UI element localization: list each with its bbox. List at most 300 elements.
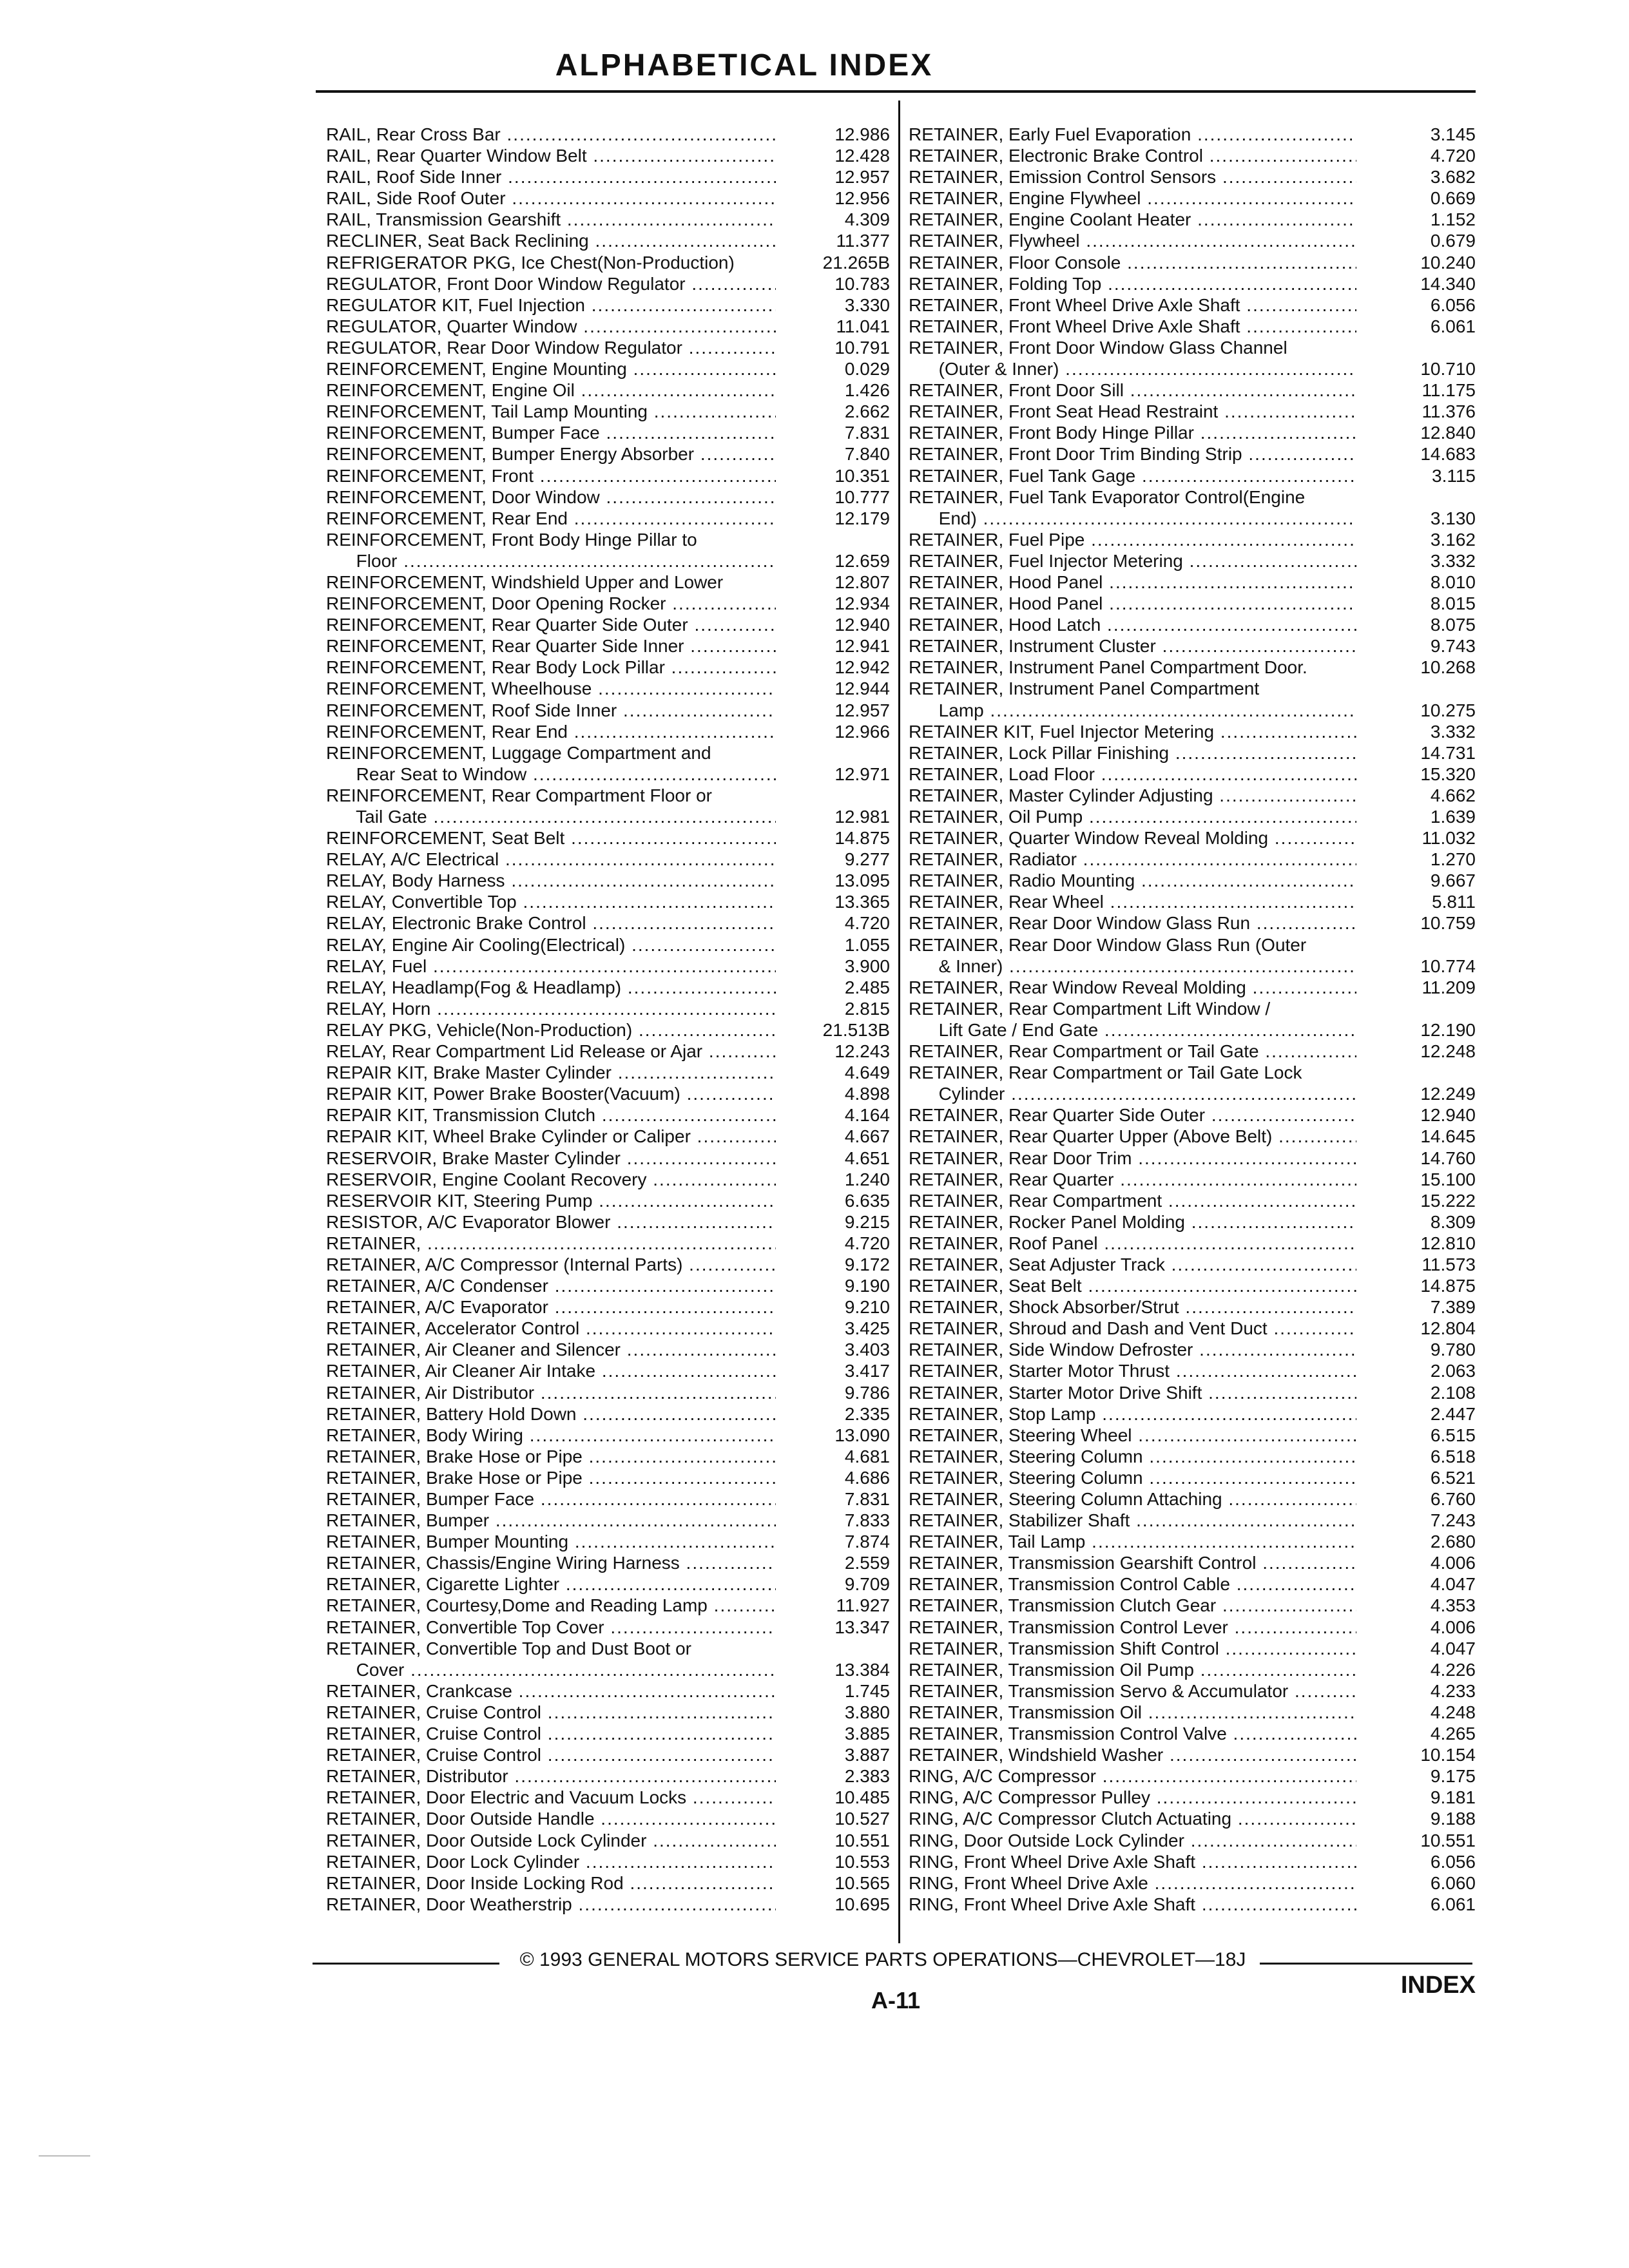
entry-ref-number: 9.709 (844, 1574, 890, 1595)
index-entry (326, 145, 890, 166)
entry-text-wrap (909, 806, 1356, 827)
index-entry (909, 1019, 1476, 1041)
entry-text: RETAINER, Starter Motor Thrust ..... (909, 1361, 1356, 1381)
entry-text-wrap (909, 486, 1356, 508)
entry-ref-number: 9.190 (844, 1276, 890, 1296)
index-entry (909, 1744, 1476, 1765)
entry-ref-number: 4.226 (1430, 1659, 1476, 1680)
entry-text: RETAINER, Hood Latch ..... (909, 615, 1356, 635)
entry-ref-number: 3.682 (1430, 167, 1476, 187)
entry-ref-number: 15.100 (1420, 1169, 1476, 1189)
index-entry (326, 593, 890, 614)
index-entry (909, 764, 1476, 785)
index-entry (326, 764, 890, 785)
entry-text-wrap (909, 294, 1356, 316)
index-entry (909, 145, 1476, 166)
entry-text-wrap (909, 1894, 1356, 1915)
entry-text-wrap (909, 678, 1356, 699)
entry-ref-number: 2.662 (844, 401, 890, 422)
entry-ref-number: 14.645 (1420, 1126, 1476, 1147)
entry-text: RING, Front Wheel Drive Axle Shaft ..... (909, 1852, 1356, 1872)
entry-text-wrap (909, 1233, 1356, 1254)
entry-text: REINFORCEMENT, Wheelhouse ..... (326, 678, 776, 698)
index-entry (326, 1339, 890, 1360)
index-entry (326, 1488, 890, 1510)
entry-text-wrap (326, 1787, 776, 1808)
entry-text-wrap (909, 550, 1356, 572)
entry-text: RETAINER, Bumper Face ..... (326, 1489, 776, 1509)
entry-text: REFRIGERATOR PKG, Ice Chest(Non-Production) (326, 252, 735, 273)
index-entry (326, 1872, 890, 1894)
entry-ref-number: 10.485 (834, 1787, 890, 1808)
entry-text: RETAINER, Steering Column ..... (909, 1446, 1356, 1466)
entry-text-wrap (326, 401, 776, 422)
entry-text: Lamp ..... (909, 700, 1356, 720)
entry-text-wrap (326, 977, 776, 998)
index-entry (326, 912, 890, 934)
entry-text: RETAINER, Electronic Brake Control ..... (909, 146, 1356, 166)
entry-text-wrap (326, 1744, 776, 1765)
entry-text-wrap (909, 1190, 1356, 1211)
entry-text: RETAINER, Transmission Gearshift Control ..... (909, 1553, 1356, 1573)
entry-text: RETAINER, Door Weatherstrip ..... (326, 1894, 776, 1914)
entry-text: RETAINER, Rear Compartment or Tail Gate ..... (909, 1041, 1356, 1061)
entry-text: RETAINER KIT, Fuel Injector Metering ..... (909, 722, 1356, 742)
entry-text: RELAY, Engine Air Cooling(Electrical) ..... (326, 935, 776, 955)
entry-text-wrap (909, 1382, 1356, 1403)
index-entry (909, 977, 1476, 998)
entry-text-wrap (326, 1126, 776, 1147)
entry-text: REINFORCEMENT, Rear Body Lock Pillar ..... (326, 657, 776, 677)
index-entry (326, 273, 890, 294)
index-entry (326, 1744, 890, 1765)
entry-text: REINFORCEMENT, Rear Quarter Side Outer ..... (326, 615, 776, 635)
entry-text: RAIL, Side Roof Outer ..... (326, 188, 776, 208)
entry-ref-number: 12.810 (1420, 1233, 1476, 1253)
index-entry (909, 209, 1476, 230)
index-entry (909, 1894, 1476, 1915)
entry-text-wrap (909, 1296, 1356, 1318)
index-entry (909, 1723, 1476, 1744)
index-entry (326, 1510, 890, 1531)
entry-text: RETAINER, Fuel Tank Evaporator Control(Engine (909, 486, 1306, 507)
entry-text: RETAINER, Convertible Top Cover ..... (326, 1617, 776, 1637)
entry-text-wrap (909, 337, 1356, 358)
index-entry (326, 721, 890, 742)
entry-text-wrap (909, 1104, 1356, 1126)
entry-text-wrap (326, 891, 776, 912)
index-entry (909, 1872, 1476, 1894)
entry-text: REINFORCEMENT, Rear End ..... (326, 722, 776, 742)
entry-text-wrap (326, 1446, 776, 1467)
entry-ref-number: 12.804 (1420, 1318, 1476, 1339)
index-entry (909, 1211, 1476, 1233)
entry-text-wrap (326, 443, 776, 465)
entry-ref-number: 4.662 (1430, 785, 1476, 805)
entry-ref-number: 9.210 (844, 1297, 890, 1318)
entry-text: RETAINER, Seat Adjuster Track ..... (909, 1254, 1356, 1274)
entry-text-wrap (326, 1083, 776, 1104)
index-entry (909, 1425, 1476, 1446)
index-entry (326, 742, 890, 764)
entry-text: RETAINER, Instrument Cluster ..... (909, 636, 1356, 656)
entry-text-wrap (909, 1211, 1356, 1233)
index-entry (909, 294, 1476, 316)
entry-text-wrap (326, 1062, 776, 1083)
entry-text-wrap (326, 700, 776, 721)
entry-text: RETAINER, Quarter Window Reveal Molding ..... (909, 828, 1356, 848)
entry-ref-number: 1.745 (844, 1680, 890, 1701)
entry-text-wrap (909, 1851, 1356, 1872)
entry-ref-number: 14.875 (834, 828, 890, 849)
entry-text-wrap (326, 1339, 776, 1360)
entry-ref-number: 3.332 (1430, 550, 1476, 571)
entry-text-wrap (326, 998, 776, 1019)
entry-text-wrap (326, 1169, 776, 1190)
index-entry (326, 529, 890, 550)
index-entry (326, 294, 890, 316)
entry-text: RETAINER, Rear Window Reveal Molding ..... (909, 977, 1356, 997)
entry-text: RETAINER, Air Distributor ..... (326, 1383, 776, 1403)
entry-ref-number: 12.248 (1420, 1041, 1476, 1062)
entry-text: REINFORCEMENT, Engine Oil ..... (326, 380, 776, 400)
entry-text: Rear Seat to Window ..... (326, 764, 776, 784)
entry-text-wrap (909, 1403, 1356, 1425)
index-entry (326, 486, 890, 508)
index-entry (909, 721, 1476, 742)
entry-text-wrap (909, 422, 1356, 443)
entry-text: REPAIR KIT, Brake Master Cylinder ..... (326, 1062, 776, 1082)
entry-ref-number: 14.683 (1420, 444, 1476, 465)
entry-ref-number: 3.332 (1430, 721, 1476, 742)
entry-text-wrap (326, 1041, 776, 1062)
index-entry (909, 1148, 1476, 1169)
entry-ref-number: 3.130 (1430, 508, 1476, 528)
entry-text: RETAINER, Starter Motor Drive Shift ..... (909, 1383, 1356, 1403)
entry-text-wrap (326, 1573, 776, 1595)
entry-ref-number: 3.425 (844, 1318, 890, 1339)
index-entry (326, 1851, 890, 1872)
entry-text-wrap (326, 230, 776, 251)
entry-ref-number: 3.403 (844, 1340, 890, 1360)
entry-text: RETAINER, Door Outside Handle ..... (326, 1809, 776, 1829)
index-entry (326, 614, 890, 635)
index-entry (326, 657, 890, 678)
entry-text-wrap (326, 1019, 776, 1041)
index-entry (326, 934, 890, 956)
entry-text-wrap (909, 742, 1356, 764)
entry-text-wrap (326, 1211, 776, 1233)
entry-text-wrap (909, 1169, 1356, 1190)
entry-ref-number: 12.840 (1420, 423, 1476, 443)
entry-text: RETAINER, Tail Lamp ..... (909, 1532, 1356, 1552)
entry-text-wrap (326, 1104, 776, 1126)
entry-text-wrap (326, 1403, 776, 1425)
entry-text-wrap (909, 124, 1356, 145)
entry-ref-number: 9.780 (1430, 1340, 1476, 1360)
entry-text-wrap (326, 657, 776, 678)
entry-text: RESERVOIR, Brake Master Cylinder ..... (326, 1148, 776, 1168)
entry-text-wrap (909, 1467, 1356, 1488)
entry-text-wrap (909, 635, 1356, 657)
entry-ref-number: 0.669 (1430, 188, 1476, 209)
index-entry (909, 1531, 1476, 1552)
entry-text-wrap (326, 912, 776, 934)
index-entry (326, 1659, 890, 1680)
index-entry (909, 337, 1476, 358)
index-entry (326, 891, 890, 912)
entry-text-wrap (909, 401, 1356, 422)
index-entry (909, 614, 1476, 635)
entry-text-wrap (909, 1062, 1356, 1083)
entry-ref-number: 8.010 (1430, 572, 1476, 592)
index-entry (326, 252, 890, 273)
entry-text: RETAINER, Transmission Clutch Gear ..... (909, 1595, 1356, 1615)
entry-text: RETAINER, Chassis/Engine Wiring Harness ..... (326, 1553, 776, 1573)
index-entry (326, 635, 890, 657)
entry-text: RECLINER, Seat Back Reclining ..... (326, 231, 776, 251)
entry-ref-number: 4.353 (1430, 1595, 1476, 1616)
entry-ref-number: 4.047 (1430, 1638, 1476, 1658)
entry-text: RETAINER, Load Floor ..... (909, 764, 1356, 784)
entry-text: RETAINER, Distributor ..... (326, 1766, 776, 1786)
entry-text: RELAY, A/C Electrical ..... (326, 849, 776, 869)
entry-ref-number: 4.649 (844, 1062, 890, 1083)
entry-ref-number: 21.513B (822, 1019, 890, 1040)
entry-text-wrap (326, 1425, 776, 1446)
entry-ref-number: 4.720 (1430, 146, 1476, 166)
index-entry (326, 508, 890, 529)
index-entry (909, 956, 1476, 977)
entry-text: RETAINER, Battery Hold Down ..... (326, 1404, 776, 1424)
entry-text: RETAINER, Front Door Window Glass Channel (909, 337, 1287, 358)
entry-ref-number: 11.209 (1422, 977, 1476, 997)
entry-text-wrap (909, 700, 1356, 721)
entry-text-wrap (909, 508, 1356, 529)
entry-text: RETAINER, Hood Panel ..... (909, 572, 1356, 592)
entry-text-wrap (909, 870, 1356, 891)
index-entry (909, 635, 1476, 657)
index-entry (326, 870, 890, 891)
entry-text: REINFORCEMENT, Bumper Face ..... (326, 423, 776, 443)
index-entry (909, 1104, 1476, 1126)
index-entry (909, 358, 1476, 380)
entry-ref-number: 4.164 (844, 1105, 890, 1126)
entry-text: RETAINER, Hood Panel ..... (909, 593, 1356, 613)
index-entry (326, 1531, 890, 1552)
entry-text: RETAINER, Front Seat Head Restraint ..... (909, 401, 1356, 421)
entry-text-wrap (909, 1148, 1356, 1169)
index-entry (909, 657, 1476, 678)
entry-text: RELAY, Horn ..... (326, 999, 776, 1019)
entry-text: (Outer & Inner) ..... (909, 359, 1356, 379)
entry-text: RETAINER, Roof Panel ..... (909, 1233, 1356, 1253)
entry-ref-number: 2.815 (844, 998, 890, 1019)
entry-text-wrap (326, 337, 776, 358)
entry-text: RETAINER, Cruise Control ..... (326, 1702, 776, 1722)
entry-text-wrap (326, 849, 776, 870)
index-entry (326, 1041, 890, 1062)
entry-ref-number: 12.981 (834, 807, 890, 827)
index-entry (909, 124, 1476, 145)
entry-text: REINFORCEMENT, Tail Lamp Mounting ..... (326, 401, 776, 421)
entry-text: RETAINER, Door Electric and Vacuum Locks ..... (326, 1787, 776, 1807)
entry-text-wrap (909, 252, 1356, 273)
entry-text-wrap (326, 294, 776, 316)
entry-ref-number: 4.309 (844, 209, 890, 230)
entry-text-wrap (909, 1617, 1356, 1638)
entry-ref-number: 9.743 (1430, 636, 1476, 657)
entry-text-wrap (326, 1488, 776, 1510)
entry-text-wrap (326, 934, 776, 956)
index-entry (909, 273, 1476, 294)
entry-ref-number: 8.015 (1430, 593, 1476, 614)
entry-text-wrap (909, 1425, 1356, 1446)
entry-ref-number: 2.383 (844, 1766, 890, 1787)
index-entry (909, 1573, 1476, 1595)
entry-ref-number: 9.667 (1430, 870, 1476, 891)
entry-text-wrap (326, 764, 776, 785)
index-entry (326, 1126, 890, 1147)
entry-text-wrap (909, 1446, 1356, 1467)
entry-text-wrap (909, 1680, 1356, 1702)
entry-text-wrap (909, 1723, 1356, 1744)
index-entry (326, 1382, 890, 1403)
entry-ref-number: 6.060 (1430, 1872, 1476, 1893)
entry-text-wrap (326, 252, 776, 273)
entry-text: RESISTOR, A/C Evaporator Blower ..... (326, 1212, 776, 1232)
entry-text-wrap (326, 721, 776, 742)
entry-text-wrap (326, 1638, 776, 1659)
entry-text: RING, A/C Compressor Pulley ..... (909, 1787, 1356, 1807)
entry-ref-number: 12.940 (1420, 1105, 1476, 1126)
index-entry (909, 1680, 1476, 1702)
entry-text: RETAINER, Windshield Washer ..... (909, 1745, 1356, 1765)
entry-ref-number: 12.659 (834, 550, 890, 571)
entry-text: RETAINER, A/C Evaporator ..... (326, 1297, 776, 1317)
entry-ref-number: 10.275 (1420, 700, 1476, 720)
footer-rule-right (1260, 1963, 1472, 1965)
entry-text: RETAINER, Oil Pump ..... (909, 807, 1356, 827)
entry-text-wrap (909, 977, 1356, 998)
entry-text: RETAINER, Crankcase ..... (326, 1681, 776, 1701)
entry-text: RETAINER, Shroud and Dash and Vent Duct ..... (909, 1318, 1356, 1338)
entry-ref-number: 4.006 (1430, 1553, 1476, 1573)
entry-text-wrap (909, 785, 1356, 806)
entry-text: REINFORCEMENT, Bumper Energy Absorber ..... (326, 444, 776, 464)
index-entry (909, 380, 1476, 401)
entry-text: RETAINER, Rear Wheel ..... (909, 892, 1356, 912)
entry-ref-number: 12.807 (834, 572, 890, 592)
entry-text-wrap (909, 657, 1356, 678)
entry-text-wrap (909, 1488, 1356, 1510)
entry-text-wrap (909, 1041, 1356, 1062)
entry-text: REINFORCEMENT, Seat Belt ..... (326, 828, 776, 848)
entry-text-wrap (326, 1702, 776, 1723)
entry-text-wrap (909, 465, 1356, 486)
entry-text-wrap (326, 1296, 776, 1318)
entry-text-wrap (909, 1808, 1356, 1829)
entry-text: RAIL, Rear Cross Bar ..... (326, 124, 776, 144)
entry-text: REINFORCEMENT, Rear Quarter Side Inner ..... (326, 636, 776, 656)
entry-text: RING, Door Outside Lock Cylinder ..... (909, 1831, 1356, 1850)
index-entry (909, 508, 1476, 529)
entry-ref-number: 3.885 (844, 1724, 890, 1744)
entry-text-wrap (909, 849, 1356, 870)
index-entry (909, 1467, 1476, 1488)
entry-text-wrap (326, 1233, 776, 1254)
entry-ref-number: 14.340 (1420, 273, 1476, 294)
entry-ref-number: 6.635 (844, 1190, 890, 1211)
entry-text-wrap (909, 1531, 1356, 1552)
entry-ref-number: 9.172 (844, 1254, 890, 1274)
index-entry (326, 550, 890, 572)
entry-ref-number: 12.249 (1420, 1084, 1476, 1104)
entry-text-wrap (326, 486, 776, 508)
entry-text: RETAINER, Instrument Panel Compartment Door. (909, 657, 1307, 678)
entry-text-wrap (326, 145, 776, 166)
index-entry (326, 316, 890, 337)
entry-ref-number: 10.759 (1420, 913, 1476, 934)
entry-text: REINFORCEMENT, Front Body Hinge Pillar to (326, 529, 697, 550)
entry-ref-number: 1.426 (844, 380, 890, 401)
entry-text-wrap (326, 1872, 776, 1894)
entry-text: RETAINER, Radio Mounting ..... (909, 870, 1356, 890)
entry-text: RETAINER, Steering Wheel ..... (909, 1425, 1356, 1445)
entry-ref-number: 6.061 (1430, 316, 1476, 336)
entry-text: RETAINER, Folding Top ..... (909, 274, 1356, 294)
entry-text-wrap (909, 380, 1356, 401)
index-entry (326, 1275, 890, 1296)
entry-text: RETAINER, ..... (326, 1233, 776, 1253)
index-entry (909, 1446, 1476, 1467)
entry-ref-number: 1.270 (1430, 849, 1476, 870)
index-entry (326, 1083, 890, 1104)
entry-ref-number: 9.181 (1430, 1787, 1476, 1808)
entry-text-wrap (909, 934, 1356, 956)
entry-ref-number: 10.268 (1420, 657, 1476, 678)
index-entry (909, 465, 1476, 486)
entry-text: REPAIR KIT, Wheel Brake Cylinder or Caliper ..... (326, 1126, 776, 1146)
index-entry (909, 1318, 1476, 1339)
index-entry (909, 230, 1476, 251)
entry-text: RETAINER, Cigarette Lighter ..... (326, 1574, 776, 1594)
entry-ref-number: 9.175 (1430, 1766, 1476, 1787)
entry-text-wrap (909, 764, 1356, 785)
entry-ref-number: 3.887 (844, 1745, 890, 1765)
entry-ref-number: 10.527 (834, 1809, 890, 1829)
entry-text: RETAINER, Air Cleaner and Silencer ..... (326, 1340, 776, 1360)
entry-text-wrap (909, 721, 1356, 742)
entry-text: RETAINER, Brake Hose or Pipe ..... (326, 1446, 776, 1466)
entry-text: RING, A/C Compressor ..... (909, 1766, 1356, 1786)
entry-text-wrap (909, 572, 1356, 593)
entry-ref-number: 10.774 (1420, 956, 1476, 976)
index-entry (909, 486, 1476, 508)
entry-ref-number: 10.551 (1420, 1830, 1476, 1850)
entry-text: RETAINER, Rear Compartment Lift Window / (909, 998, 1271, 1019)
index-entry (909, 316, 1476, 337)
entry-text-wrap (909, 316, 1356, 337)
entry-ref-number: 8.309 (1430, 1211, 1476, 1232)
entry-text-wrap (909, 1787, 1356, 1808)
index-entry (909, 529, 1476, 550)
entry-ref-number: 9.277 (844, 849, 890, 870)
entry-ref-number: 21.265B (822, 252, 890, 273)
entry-text: Cover ..... (326, 1660, 776, 1680)
index-entry (909, 1083, 1476, 1104)
section-label: INDEX (1400, 1972, 1476, 1999)
